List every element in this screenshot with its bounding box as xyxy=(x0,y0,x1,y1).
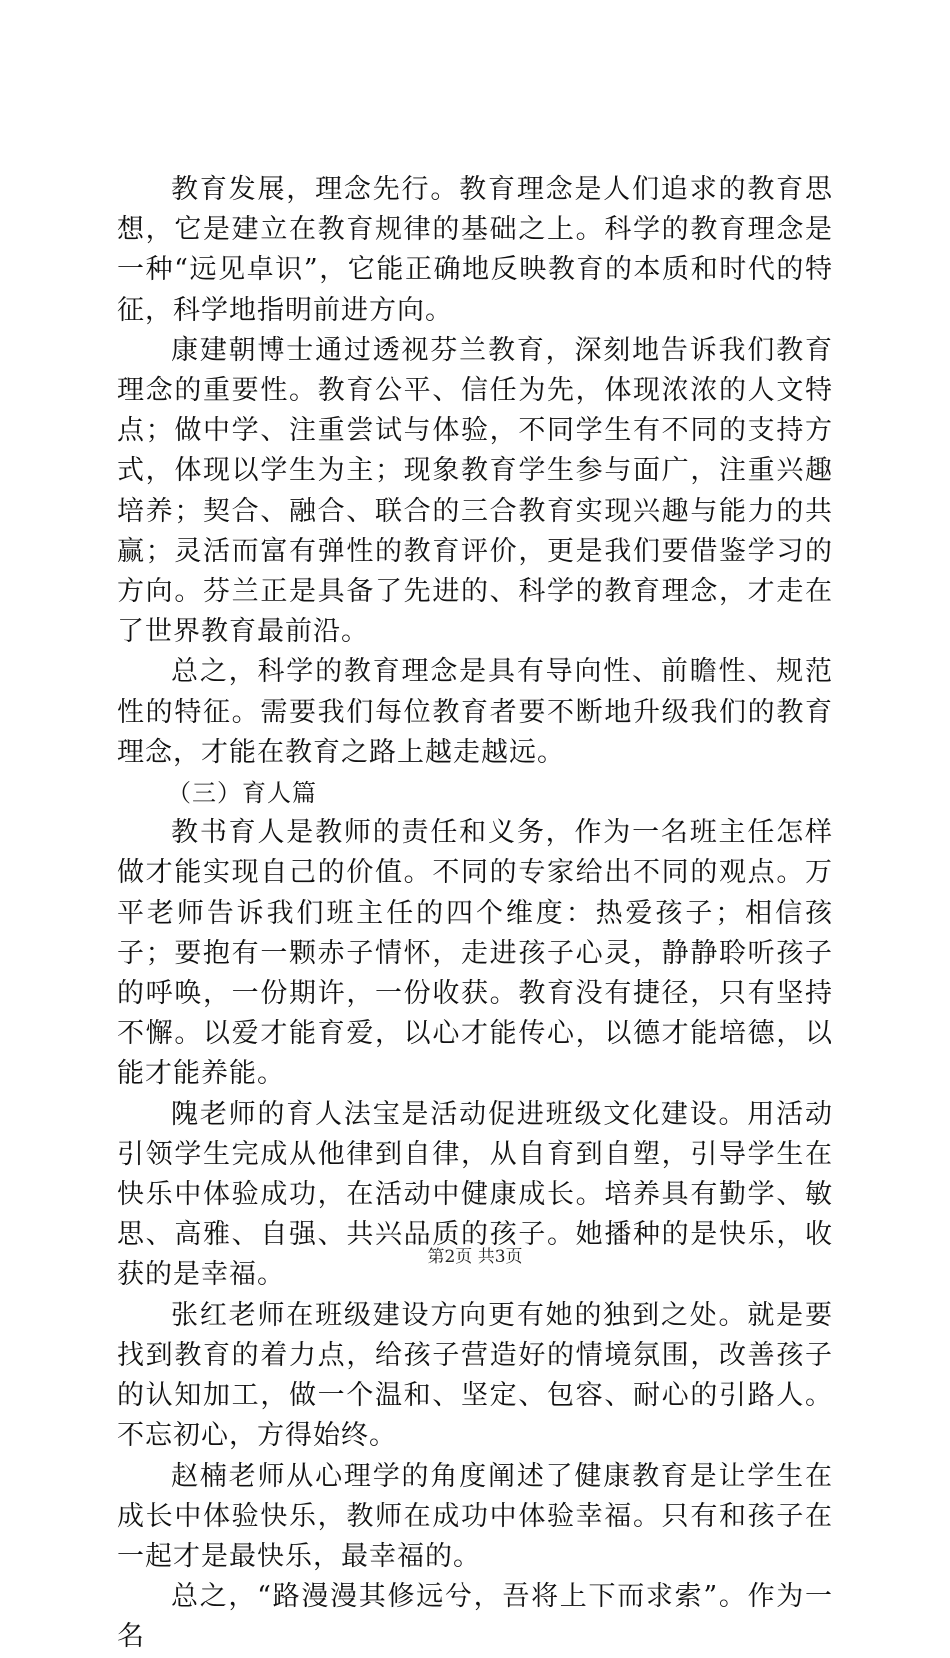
paragraph-psychology-health: 赵楠老师从心理学的角度阐述了健康教育是让学生在成长中体验快乐，教师在成功中体验幸福。只有和孩子在一起才是最快乐，最幸福的。 xyxy=(117,1460,833,1572)
page-number-footer: 第2页 共3页 xyxy=(427,1247,523,1267)
paragraph-philosophy-summary: 总之，科学的教育理念是具有导向性、前瞻性、规范性的特征。需要我们每位教育者要不断地升级我们的教育理念，才能在教育之路上越走越远。 xyxy=(117,656,833,768)
paragraph-finland-education: 康建朝博士通过透视芬兰教育，深刻地告诉我们教育理念的重要性。教育公平、信任为先，体现浓浓的人文特点；做中学、注重尝试与体验，不同学生有不同的支持方式，体现以学生为主；现象教育学生参与面广，注重兴趣培养；契合、融合、联合的三合教育实现兴趣与能力的共赢；灵活而富有弹性的教育评价，更是我们要借鉴学习的方向。芬兰正是具备了先进的、科学的教育理念，才走在了世界教育最前沿。 xyxy=(117,334,833,648)
paragraph-activity-culture: 隗老师的育人法宝是活动促进班级文化建设。用活动引领学生完成从他律到自律，从自育到自塑，引导学生在快乐中体验成功，在活动中健康成长。培养具有勤学、敏思、高雅、自强、共兴品质的孩子。她播种的是快乐，收获的是幸福。 xyxy=(117,1098,833,1291)
paragraph-class-building: 张红老师在班级建设方向更有她的独到之处。就是要找到教育的着力点，给孩子营造好的情境氛围，改善孩子的认知加工，做一个温和、坚定、包容、耐心的引路人。不忘初心，方得始终。 xyxy=(117,1299,833,1452)
paragraph-education-philosophy: 教育发展，理念先行。教育理念是人们追求的教育思想，它是建立在教育规律的基础之上。科学的教育理念是一种“远见卓识”，它能正确地反映教育的本质和时代的特征，科学地指明前进方向。 xyxy=(117,174,833,326)
document-body xyxy=(117,170,833,1658)
paragraph-head-teacher-role: 教书育人是教师的责任和义务，作为一名班主任怎样做才能实现自己的价值。不同的专家给出不同的观点。万平老师告诉我们班主任的四个维度：热爱孩子；相信孩子；要抱有一颗赤子情怀，走进孩子心灵，静静聆听孩子的呼唤，一份期许，一份收获。教育没有捷径，只有坚持不懈。以爱才能育爱，以心才能传心，以德才能培德，以能才能养能。 xyxy=(117,817,833,1090)
section-heading: （三）育人篇 xyxy=(167,779,317,808)
paragraph-closing: 总之，“路漫漫其修远兮，吾将上下而求索”。作为一名 xyxy=(117,1581,833,1653)
